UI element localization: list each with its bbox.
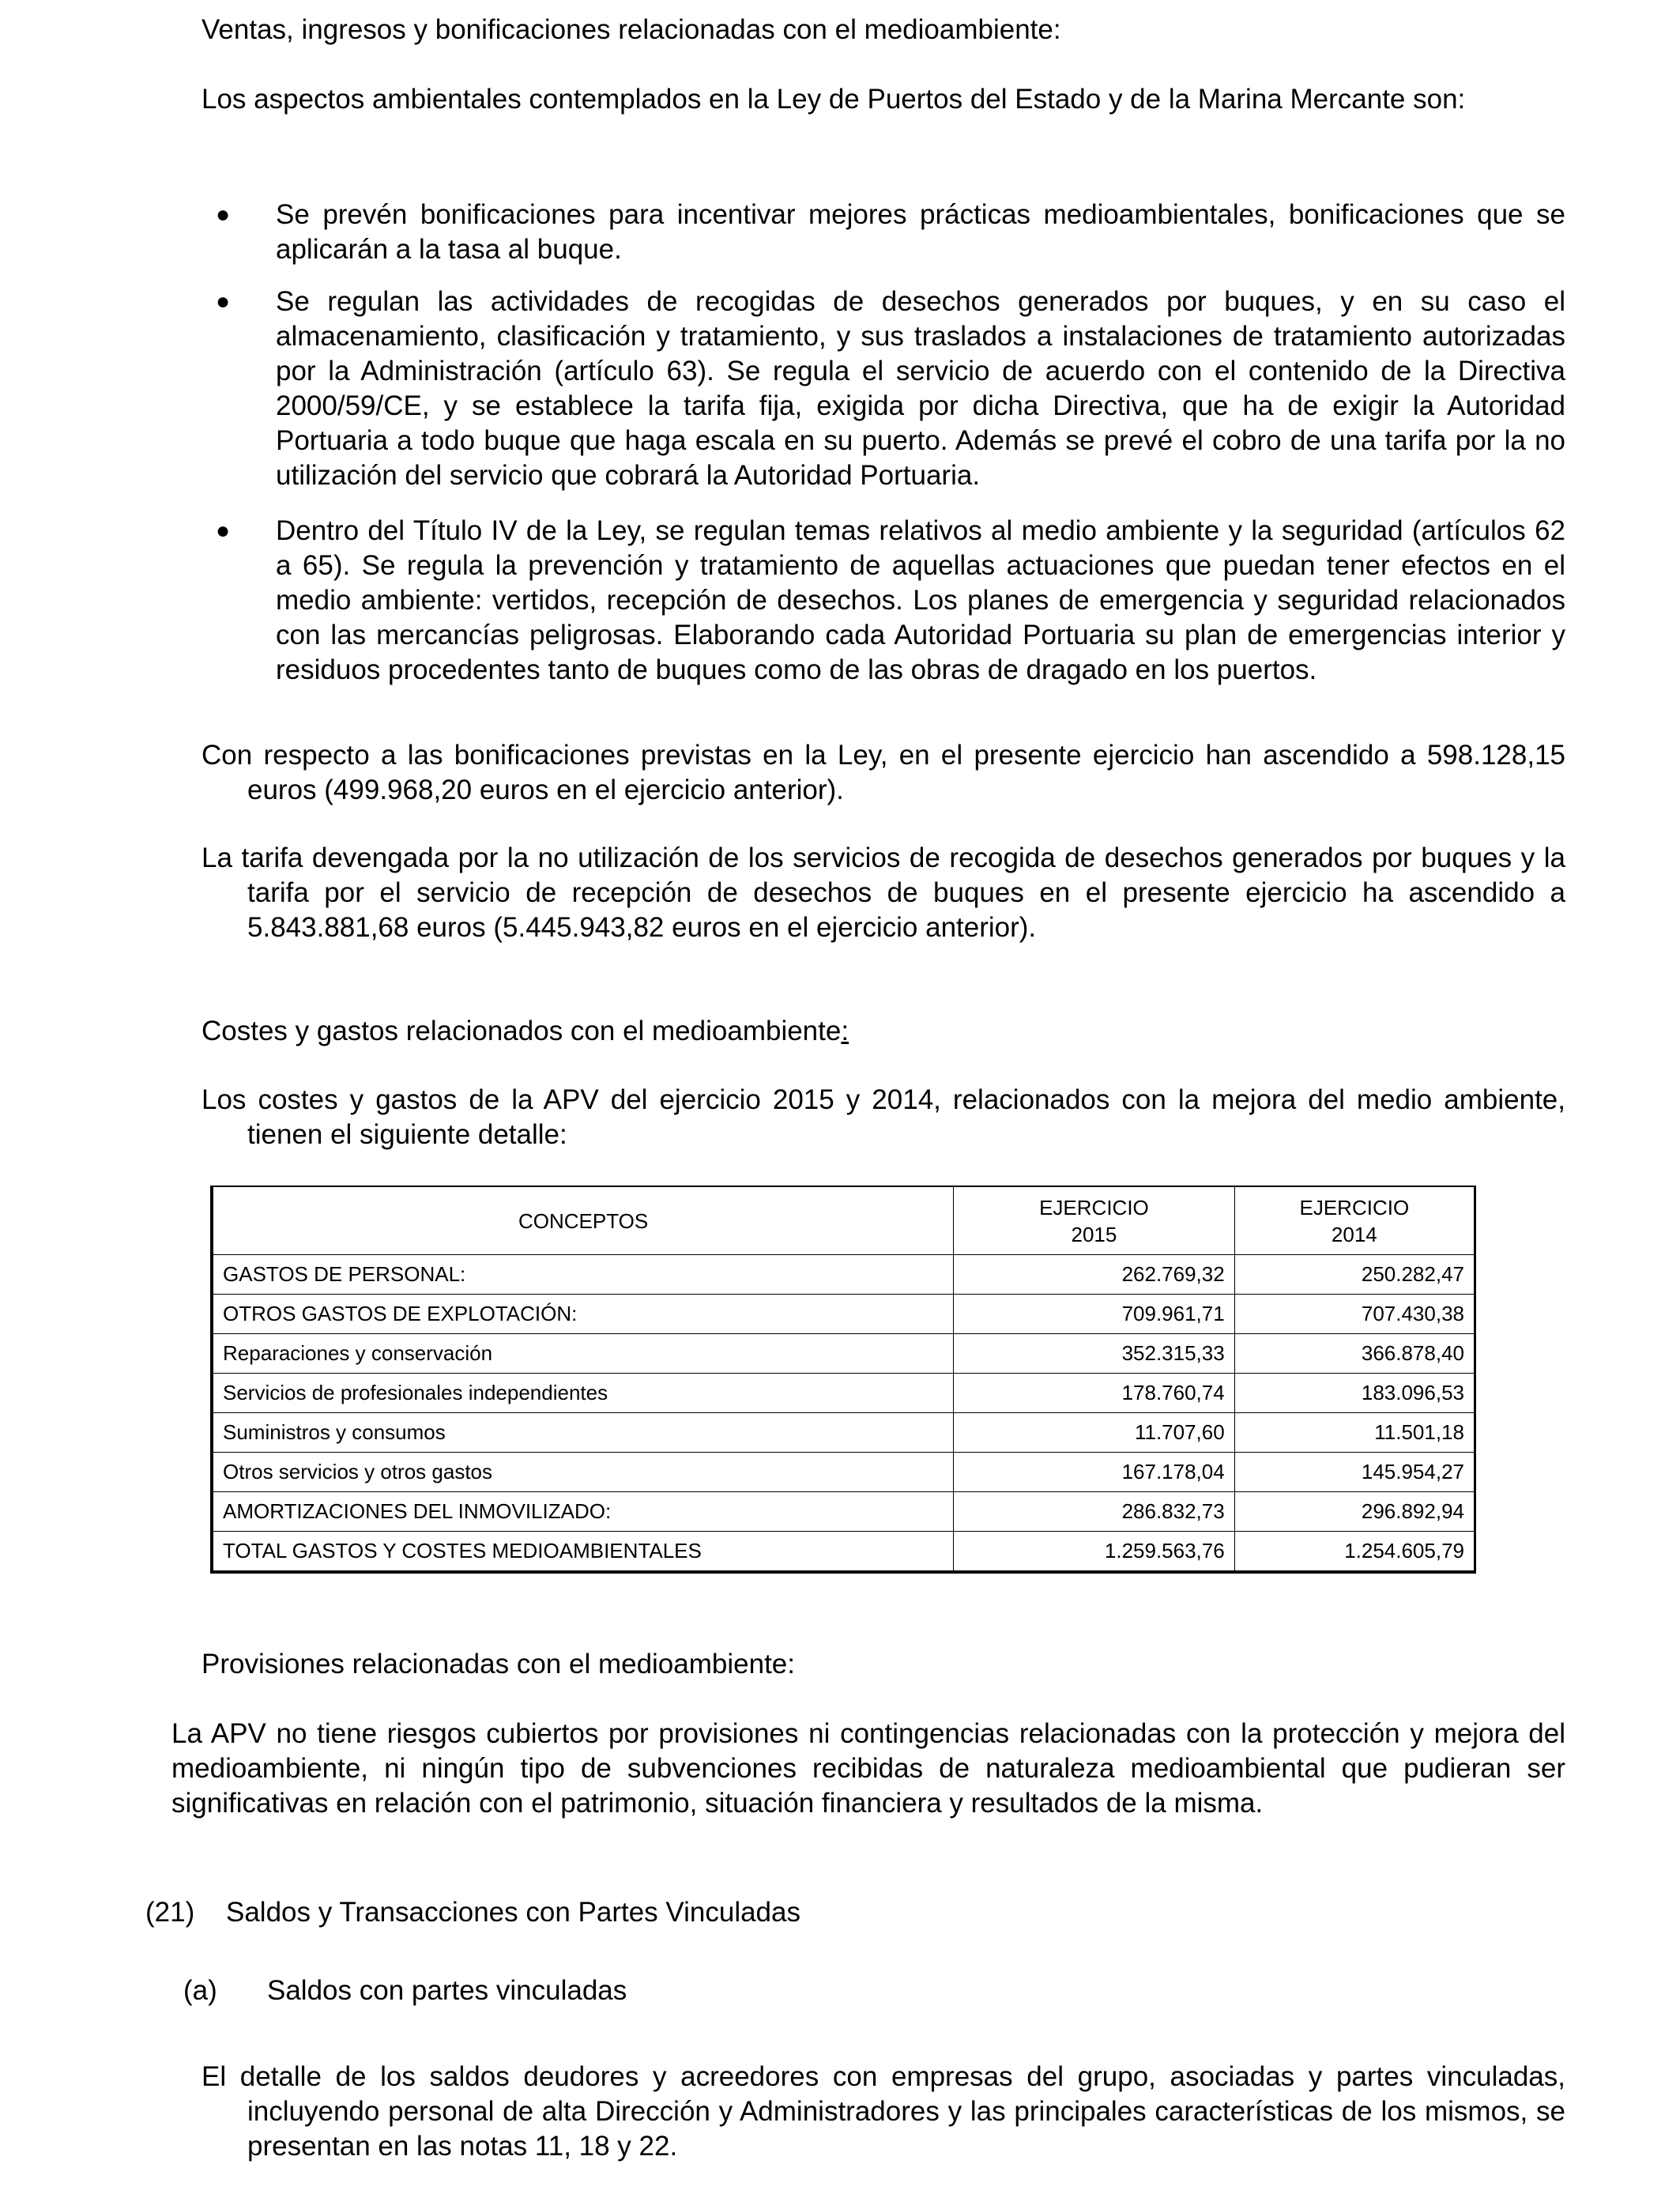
value-2014-cell: 707.430,38 (1234, 1295, 1475, 1334)
table-row (212, 1255, 1475, 1295)
list-item-text: Dentro del Título IV de la Ley, se regulan temas relativos al medio ambiente y la seguridad (artículos 62 a 65). Se regula la prevención y tratamiento de aquellas actuaciones que puedan tener efectos en el medio ambiente: vertidos, recepción de desechos. Los planes de emergencia y seguridad relacionados con las mercancías peligrosas. Elaborando cada Autoridad Portuaria su plan de emergencias interior y residuos procedentes tanto de buques como de las obras de dragado en los puertos. (276, 515, 1565, 685)
value-2014-cell: 1.254.605,79 (1234, 1532, 1475, 1573)
concept-cell: Reparaciones y conservación (212, 1334, 954, 1374)
list-item-recogida-desechos (216, 285, 1565, 493)
value-2014-cell: 183.096,53 (1234, 1374, 1475, 1413)
heading-colon: : (841, 1016, 849, 1046)
value-2015-cell: 709.961,71 (954, 1295, 1235, 1334)
table-row (212, 1492, 1475, 1532)
concept-cell: OTROS GASTOS DE EXPLOTACIÓN: (212, 1295, 954, 1334)
paragraph-tarifa-importe: La tarifa devengada por la no utilización de los servicios de recogida de desechos generados por buques y la tarifa por el servicio de recepción de desechos de buques en el presente ejercicio ha ascendido a 5.843.881,68 euros (5.445.943,82 euros en el ejercicio anterior). (202, 843, 1565, 943)
table-row (212, 1374, 1475, 1413)
value-2015-cell: 11.707,60 (954, 1413, 1235, 1453)
list-item-bonificaciones (216, 198, 1565, 267)
paragraph-saldos: El detalle de los saldos deudores y acreedores con empresas del grupo, asociadas y partes vinculadas, incluyendo personal de alta Dirección y Administradores y las principales características de los mismos, se presentan en las notas 11, 18 y 22. (202, 2061, 1565, 2162)
concept-cell: AMORTIZACIONES DEL INMOVILIZADO: (212, 1492, 954, 1532)
list-item-titulo-iv (216, 514, 1565, 688)
value-2014-cell: 145.954,27 (1234, 1453, 1475, 1492)
table-row (212, 1295, 1475, 1334)
column-header-ejercicio-2015 (954, 1186, 1235, 1255)
concept-cell: Otros servicios y otros gastos (212, 1453, 954, 1492)
table-row (212, 1334, 1475, 1374)
bullet-icon: ● (216, 288, 231, 315)
paragraph-ventas-intro: Los aspectos ambientales contemplados en la Ley de Puertos del Estado y de la Marina Mercante son: (202, 84, 1466, 115)
subsection-letter-a: (a) (183, 1975, 217, 2006)
section-heading-provisiones: Provisiones relacionadas con el medioambiente: (202, 1649, 795, 1679)
bullet-icon: ● (216, 202, 231, 228)
value-2015-cell: 1.259.563,76 (954, 1532, 1235, 1573)
value-2015-cell: 352.315,33 (954, 1334, 1235, 1374)
value-2014-cell: 296.892,94 (1234, 1492, 1475, 1532)
value-2015-cell: 178.760,74 (954, 1374, 1235, 1413)
header-label: EJERCICIO (1039, 1195, 1149, 1220)
value-2014-cell: 11.501,18 (1234, 1413, 1475, 1453)
paragraph-bonificaciones-importe: Con respecto a las bonificaciones previstas en la Ley, en el presente ejercicio han ascendido a 598.128,15 euros (499.968,20 euros en el ejercicio anterior). (202, 740, 1565, 805)
column-header-ejercicio-2014 (1234, 1186, 1475, 1255)
section-title-21: Saldos y Transacciones con Partes Vinculadas (226, 1897, 800, 1928)
value-2015-cell: 167.178,04 (954, 1453, 1235, 1492)
table-row (212, 1453, 1475, 1492)
bullet-icon: ● (216, 518, 231, 544)
costes-table (210, 1186, 1476, 1574)
list-item-text: Se regulan las actividades de recogidas de desechos generados por buques, y en su caso el almacenamiento, clasificación y tratamiento, y sus traslados a instalaciones de tratamiento autorizadas por la Administración (artículo 63). Se regula el servicio de acuerdo con el contenido de la Directiva 2000/59/CE, y se establece la tarifa fija, exigida por dicha Directiva, que ha de exigir la Autoridad Portuaria a todo buque que haga escala en su puerto. Además se prevé el cobro de una tarifa por la no utilización del servicio que cobrará la Autoridad Portuaria. (276, 286, 1565, 491)
table-row (212, 1413, 1475, 1453)
concept-cell: Servicios de profesionales independientes (212, 1374, 954, 1413)
column-header-conceptos: CONCEPTOS (212, 1186, 954, 1255)
concept-cell: TOTAL GASTOS Y COSTES MEDIOAMBIENTALES (212, 1532, 954, 1573)
value-2014-cell: 250.282,47 (1234, 1255, 1475, 1295)
subsection-title-a: Saldos con partes vinculadas (267, 1975, 627, 2006)
value-2015-cell: 262.769,32 (954, 1255, 1235, 1295)
section-heading-ventas: Ventas, ingresos y bonificaciones relacionadas con el medioambiente: (202, 14, 1061, 45)
header-year: 2014 (1331, 1222, 1377, 1246)
section-heading-costes (202, 1014, 849, 1049)
heading-text: Costes y gastos relacionados con el medioambiente (202, 1016, 842, 1046)
value-2015-cell: 286.832,73 (954, 1492, 1235, 1532)
table-total-row (212, 1532, 1475, 1573)
section-number-21: (21) (145, 1897, 195, 1928)
paragraph-costes-intro: Los costes y gastos de la APV del ejercicio 2015 y 2014, relacionados con la mejora del medio ambiente, tienen el siguiente detalle: (202, 1084, 1565, 1150)
concept-cell: Suministros y consumos (212, 1413, 954, 1453)
concept-cell: GASTOS DE PERSONAL: (212, 1255, 954, 1295)
header-label: EJERCICIO (1299, 1195, 1410, 1220)
header-year: 2015 (1071, 1222, 1117, 1246)
paragraph-provisiones: La APV no tiene riesgos cubiertos por provisiones ni contingencias relacionadas con la protección y mejora del medioambiente, ni ningún tipo de subvenciones recibidas de naturaleza medioambiental que pudieran ser significativas en relación con el patrimonio, situación financiera y resultados de la misma. (171, 1718, 1565, 1819)
table-header-row (212, 1186, 1475, 1255)
value-2014-cell: 366.878,40 (1234, 1334, 1475, 1374)
list-item-text: Se prevén bonificaciones para incentivar mejores prácticas medioambientales, bonificaciones que se aplicarán a la tasa al buque. (276, 199, 1565, 265)
